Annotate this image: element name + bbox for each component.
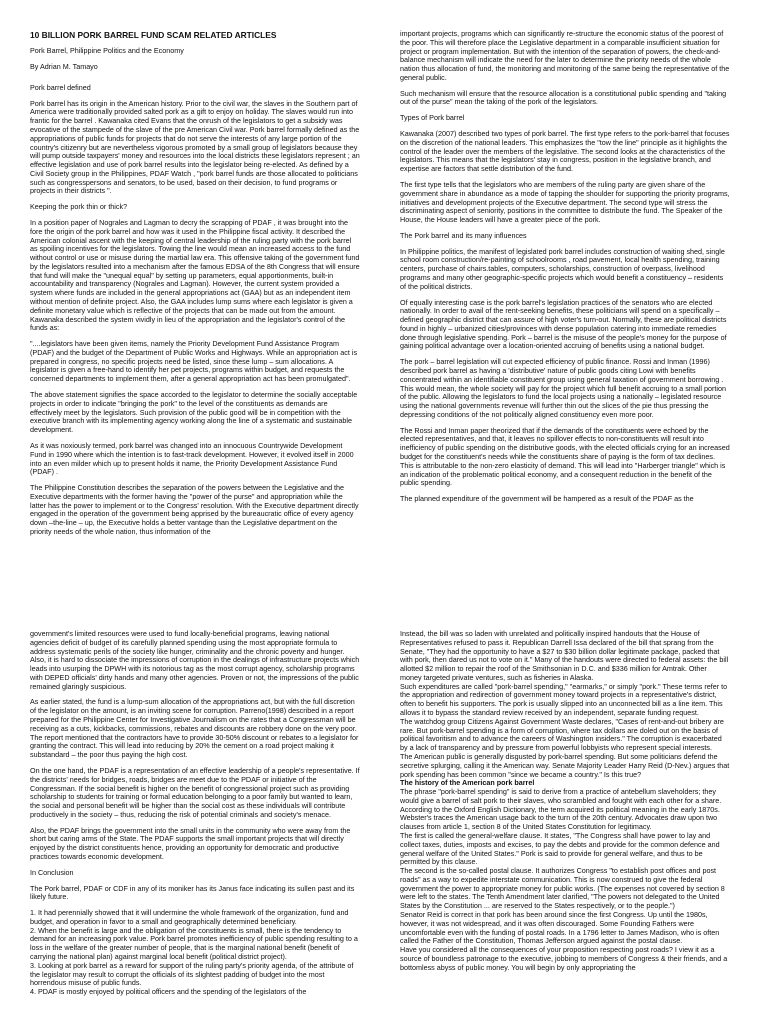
paragraph: Senator Reid is correct in that pork has been around since the first Congress. Up until the 1980s, however, it was not widespread, and it was often discouraged. Some Founding Fathers were uncomfortable even with the funding of postal roads. In a 1796 letter to James Madison, who is often called the Father of the Constitution, Thomas Jefferson argued against the postal clause. [400, 910, 720, 946]
paragraph: As it was noxiously termed, pork barrel was changed into an innocuous Countrywide Development Fund in 1990 where which the intention is to fast-track development. However, it evolved itself in 2000 into an even milder which up to present holds it name, the Priority Development Assistance Fund (PDAF) . [30, 440, 354, 477]
page-1-left-column [30, 0, 360, 544]
paragraph: Have you considered all the consequences of your proposition respecting post roads? I view it as a source of boundless patronage to the executive, jobbing to members of Congress & their friends, and a bottomless abyss of public money. You will begin by only appropriating the [400, 945, 728, 972]
paragraph: Also, the PDAF brings the government into the small units in the community who were away from the short but caring arms of the State. The PDAF supports the small important projects that will directly enjoyed by the district constituents hence, providing an opportunity for democratic and productive practices towards economic development. [30, 825, 351, 861]
paragraph: In a position paper of Nograles and Lagman to decry the scrapping of PDAF , it was brought into the fore the origin of the pork barrel and how was it used in the Philippine fiscal activity. It described the American colonial ascent with the keeping of central leadership of the ruling party with the pork barrel as spoiling incentives for the legislators. Towing the line would mean an increased access to the fund without control or use or misuse during the martial law era. This offensive taking of the government fund by the legislators resulted into a mechanism after the famous EDSA of the 8th Congress that will ensure that fund will make the "unequal equal" by setting up parameters, equal apportionments, built-in accountability and transparency (Nograles and Lagman). However, the current system provided a system where funds are included in the general appropriations act (GAA) but as an independent item without mention of definite project. Also, the GAA includes lump sums where each legislator is given a definite monetary value which is reflective of the projects that can be made out from the amount. Kawanaka described the system vividly in lieu of the appropriation and the legislator's control of the funds as: [30, 217, 360, 333]
paragraph: The first type tells that the legislators who are members of the ruling party are given share of the government share in abundance as a mode of tapping the shoulder for supporting the priority programs, initiatives and development projects of the Executive department. The second type will stress the discriminating aspect of seniority, positions in the committee to distribute the fund. The Speaker of the House, the House leaders will have a greater piece of the pork. [400, 179, 730, 225]
paragraph: The Rossi and Inman paper theorized that if the demands of the constituents were echoed by the elected representatives, and that, it leaves no spillover effects to non-constituents will result into inefficiency of public spending on the distributive goods, with the elected officials crying for an increased budget for the constituent's needs while the constituents share of paying is the form of tax declines. This is attributable to the non-zero elasticity of demand. This will lead into "Harberger triangle" which is an indication of the problematic political economy, and a consequent reduction in the benefit of the public spending. [400, 425, 730, 488]
section-heading: Keeping the pork thin or thick? [30, 202, 128, 212]
list-item: 3. Looking at pork barrel as a reward for support of the ruling party's priority agenda, of the attribute of the legislator may result to corrupt the officials of its slightest padding of budget into the most horrendous misuse of public funds. [30, 960, 354, 988]
paragraph: On the one hand, the PDAF is a representation of an effective leadership of a people's representative. If the districts' needs for bridges, roads, bridges are meet due to the PDAF or initiative of the Congressman. If the social benefit is higher on the benefit of congressional project such as providing scholarship to students for training or formal education belonging to a poor family but wanted to learn, the social and personal benefit will be higher than the social cost as these individuals will contribute productively in the society – thus, reducing the risk of potential criminals and society's menace. [30, 765, 360, 819]
paragraph: The above statement signifies the space accorded to the legislator to determine the socially acceptable projects in order to indicate "bringing the pork" to the level of the constituents as demands are effectively meet by the legislators. Such provision of the public good will be in competition with the executive branch with its implementing agency working along the line of a systematic and sustainable development. [30, 390, 358, 435]
page-separator [0, 580, 768, 620]
paragraph: The second is the so-called postal clause. It authorizes Congress "to establish post offices and post roads" as a way to expedite interstate communication. This is now construed to give the federal government the power to appropriate money for public works. (The expenses not covered by section 8 were left to the states. The Tenth Amendment later clarified, "The powers not delegated to the United States by the Constitution ... are reserved to the States respectively, or to the people.") [400, 866, 725, 911]
paragraph: Such mechanism will ensure that the resource allocation is a constitutional public spending and "taking out of the purse" mean the taking of the pork of the legislators. [400, 88, 727, 107]
paragraph: The first is called the general-welfare clause. It states, "The Congress shall have power to lay and collect taxes, duties, imposts and excises, to pay the debts and provide for the common defence and general welfare of the United States." Pork is said to provide for general welfare, and thus to be permitted by this clause. [400, 830, 720, 867]
paragraph: The watchdog group Citizens Against Government Waste declares, "Cases of rent-and-out bribery are rare. But pork-barrel spending is a form of corruption, where tax dollars are doled out on the basis of political favoritism and to advance the careers of Washington insiders." The corruption is exacerbated by a lack of transparency and by pressure from powerful lobbyists who represent special interests. [400, 716, 724, 753]
paragraph: Kawanaka (2007) described two types of pork barrel. The first type refers to the pork-barrel that focuses on the discretion of the national leaders. This emphasizes the "tow the line" principle as it highlights the control of the leader over the members of the legislative. The second looks at the characteristics of the legislators. This means that the legislators' stay in congress, position in the legislative branch, and expertise are factors that settle distribution of the fund. [400, 129, 730, 174]
paragraph: In Philippine politics, the manifest of legislated pork barrel includes construction of waiting shed, single school room construction/re-painting of schoolrooms , road pavement, local health spending, training centers, purchase of chairs.tables, computers, scholarships, construction of overpass, livelihood programs and many other geographic-specific projects which would benefit a constituency – residents of the political districts. [400, 246, 725, 291]
paragraph: Of equally interesting case is the pork barrel's legislation practices of the senators who are elected nationally. In order to avail of the rent-seeking benefits, these politicians will spend on a specifically –defined geographic district that can assure of high voter's turn-out. Normally, these are political districts found in highly – urbanized cities/provinces with dense population catering into immediate remedies done through legislative spending. Pork – barrel is the misuse of the people's money for the purpose of gaining political advantage over a location-oriented accruing of benefits using a national budget. [400, 297, 727, 351]
paragraph: The pork – barrel legislation will cut expected efficiency of public finance. Rossi and Inman (1996) described pork barrel as having a 'distributive' nature of public goods citing Lowi with benefits concentrated within an identifiable constituent group using general taxation of government borrowing . This would mean, the whole society will pay for the project which full benefit accruing to a small portion of the public. Allowing the legislators to fund the local projects using a nationally – legislated resource using the national governments revenue will further thin out the slices of the pie thus pressing the depressing conditions of the not politically aligned constituency even more poor. [400, 357, 726, 419]
paragraph: The Philippine Constitution describes the separation of the powers between the Legislative and the Executive departments with the former having the "power of the purse" and appropriation while the latter has the power to implement or to the Congress' resolution. With the Executive department directly engaged in the operation of the government being apprised by the bureaucratic office of every agency down –the-line – up, the Executive holds a better vantage than the Legislative department on the priority needs of the whole nation, thus information of the [30, 483, 359, 536]
paragraph: The Pork barrel, PDAF or CDF in any of its moniker has its Janus face indicating its sullen past and its likely future. [30, 883, 355, 902]
list-item: 1. It had perennially showed that it will undermine the whole framework of the organization, fund and budget, and operation in favor to a small and geographically determined beneficiary. [30, 908, 349, 926]
list-item: 2. When the benefit is large and the obligation of the constituents is small, there is the tendency to demand for an increasing pork value. Pork barrel promotes inefficiency of public spending resulting to a loss in the welfare of the greater number of people, that is the marginal national benefit (benefit of carrying the national plan) against marginal local benefit (political district project). [30, 925, 358, 961]
paragraph: important projects, programs which can significantly re-structure the economic status of the poorest of the poor. This will therefore place the Legislative department in a comparable insufficient situation for project or program implementation. But with the intention of the separation of powers, the check-and-balance mechanism will indicate the need for the later to determine the priority needs of the whole nation thus allocation of fund, the monitoring and monitoring of the same being the representative of the general public. [400, 29, 730, 82]
section-heading: In Conclusion [30, 867, 74, 877]
paragraph: Such expenditures are called "pork-barrel spending," "earmarks," or simply "pork." These terms refer to the appropriation and redirection of government money toward projects in a representative's district, often to benefit his supporters. The pork is usually slipped into an unconnected bill as a line item. This allows it to bypass the standard review received by an independent, separate funding request. [400, 681, 728, 718]
article-subtitle: Pork Barrel, Philippine Politics and the Economy [30, 46, 184, 56]
paragraph: The phrase "pork-barrel spending" is said to derive from a practice of antebellum slaveholders; they would give a barrel of salt pork to their slaves, who scrambled and fought with each other for a share. According to the Oxford English Dictionary, the term acquired its political meaning in the early 1870s. Webster's traces the American usage back to the turn of the 20th century. Advocates draw upon two clauses from article 1, section 8 of the United States Constitution for legitimacy. [400, 787, 722, 832]
paragraph: As earlier stated, the fund is a lump-sum allocation of the appropriations act, but with the full discretion of the legislator on the amount, is an inviting scene for corruption. Parreno(1998) described in a report prepared for the Philippine Center for Investigative Journalism on the rates that a Congressman will be receiving as a cuts, kickbacks, commissions, rebates and discounts are robbery done on the very poor. The report mentioned that the contractors have to provide 30-50% discount or rebates to a legislator for granting the contract. This will lead into reducing by 20% the cement on a road project making it substandard – the poor thus paying the high cost. [30, 697, 359, 760]
section-heading: The history of the American pork barrel [400, 778, 535, 788]
paragraph: Instead, the bill was so laden with unrelated and politically inspired handouts that the House of Representatives refused to pass it. Republican Darrell Issa declared of the bill that sprang from the Senate, "They had the opportunity to have a $27 to $30 billion dollar legitimate package, packed that with pork, then dared us not to vote on it." Many of the handouts were directed to federal assets: the bill allotted $2 million to repair the roof of the Smithsonian in D.C. and $336 million for Amtrak. Other money targeted private ventures, such as fisheries in Alaska. [400, 629, 729, 682]
section-heading: Types of Pork barrel [400, 113, 465, 123]
paragraph: The American public is generally disgusted by pork-barrel spending. But some politicians defend the secretive splurging, calling it the American way. Senate Majority Leader Harry Reid (D-Nev.) argues that pork spending has been common "since we became a country." Is this true? [400, 751, 730, 779]
document-page-2 [0, 620, 768, 1024]
section-heading: The Pork barrel and its many influences [400, 230, 527, 240]
page-2-left-column [30, 620, 360, 1004]
article-author: By Adrian M. Tamayo [30, 62, 98, 72]
section-heading: Pork barrel defined [30, 82, 91, 92]
paragraph: government's limited resources were used to fund locally-beneficial programs, leaving national agencies deficit of budget of its carefully planned spending using the most appropriate formula to address systematic perils of the society like hunger, criminality and the chronic poverty and hunger. Also, it is hard to dissociate the impressions of corruption in the dealings of infrastructure projects which leads into usurping the DPWH with its notorious tag as the most corrupt agency, scholarship programs with DEPED officials' dirty hands and many other agencies. Proven or not, the impressions of the public remained glaringly suspicious. [30, 629, 360, 691]
paragraph: "....legislators have been given items, namely the Priority Development Fund Assistance Program (PDAF) and the budget of the Department of Public Works and Highways. While an appropriation act is prepared in congress, no specific projects need be listed, since these lump – sum allocations. A legislator is given a free-hand to identify her pet projects, programs within budget, and requests the concerned departments to implement them, after a general appropriation act has been promulgated". [30, 339, 358, 384]
article-title: 10 BILLION PORK BARREL FUND SCAM RELATED ARTICLES [30, 30, 277, 40]
paragraph: Pork barrel has its origin in the American history. Prior to the civil war, the slaves in the Southern part of America were traditionally provided salted pork as a gift to enjoy on holiday. The slaves would run into frantic for the barrel . Kawanaka cited Evans that the onrush of the legislators to get a subsidy was evocative of the stampede of the slave of the pre American Civil war. Pork barrel formally defined as the appropriations of public funds for projects that do not serve the interests of any large portion of the country's citizenry but are nevertheless vigorous promoted by a small group of legislators because they will pump outside taxpayers' money and resources into the local districts these legislators represent ; an effective legislation and use of pork barrel results into the legislator being re-elected. As defined by a Civil Society group in the Philippines, PDAF Watch , "pork barrel funds are those allocated to politicians such as congresspersons and senators, to be used, based on their decision, to fund programs or projects in their districts ". [30, 98, 360, 196]
page-1-right-column [400, 0, 730, 511]
paragraph: The planned expenditure of the government will be hampered as a result of the PDAF as the [400, 494, 694, 504]
list-item: 4. PDAF is mostly enjoyed by political officers and the spending of the legislators of the [30, 987, 307, 997]
page-2-right-column [400, 620, 730, 979]
